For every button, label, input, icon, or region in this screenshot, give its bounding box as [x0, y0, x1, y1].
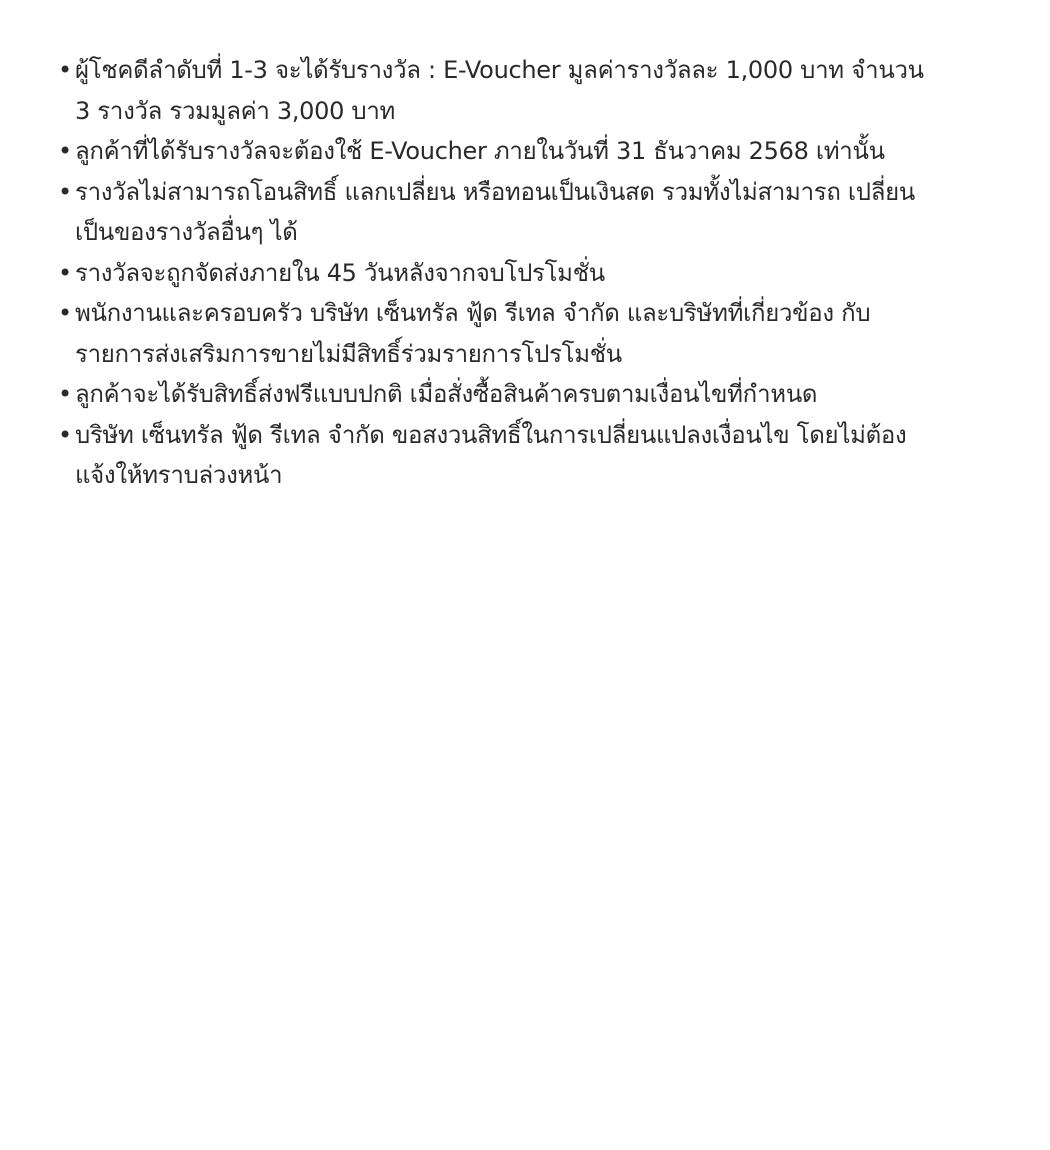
bullet-icon: •	[58, 380, 72, 408]
term-text: บริษัท เซ็นทรัล ฟู้ด รีเทล จำกัด ขอสงวนสิทธิ์ในการเปลี่ยนแปลงเงื่อนไข โดยไม่ต้องแจ้งให้ทราบล่วงหน้า	[75, 420, 907, 489]
terms-and-conditions-list	[58, 50, 938, 496]
bullet-icon: •	[58, 299, 72, 327]
bullet-icon: •	[58, 258, 72, 287]
term-text: รางวัลไม่สามารถโอนสิทธิ์ แลกเปลี่ยน หรือทอนเป็นเงินสด รวมทั้งไม่สามารถ เปลี่ยนเป็นของรางวัลอื่นๆ ได้	[75, 177, 916, 246]
term-text: ผู้โชคดีลำดับที่ 1-3 จะได้รับรางวัล : E-Voucher มูลค่ารางวัลละ 1,000 บาท จำนวน 3 รางวัล รวมมูลค่า 3,000 บาท	[75, 56, 924, 125]
bullet-icon: •	[58, 137, 72, 165]
term-item-free-shipping	[58, 374, 938, 415]
term-item-delivery-time	[58, 253, 938, 294]
term-item-prize-details	[58, 50, 938, 131]
term-text: ลูกค้าที่ได้รับรางวัลจะต้องใช้ E-Voucher ภายในวันที่ 31 ธันวาคม 2568 เท่านั้น	[75, 137, 885, 165]
term-text: รางวัลจะถูกจัดส่งภายใน 45 วันหลังจากจบโปรโมชั่น	[75, 258, 605, 287]
term-item-voucher-expiry	[58, 131, 938, 172]
term-item-non-transferable	[58, 172, 938, 253]
bullet-icon: •	[58, 177, 72, 206]
term-text: พนักงานและครอบครัว บริษัท เซ็นทรัล ฟู้ด รีเทล จำกัด และบริษัทที่เกี่ยวข้อง กับรายการส่งเสริมการขายไม่มีสิทธิ์ร่วมรายการโปรโมชั่น	[75, 299, 871, 368]
term-item-right-to-change	[58, 415, 938, 496]
bullet-icon: •	[58, 420, 72, 449]
term-text: ลูกค้าจะได้รับสิทธิ์ส่งฟรีแบบปกติ เมื่อสั่งซื้อสินค้าครบตามเงื่อนไขที่กำหนด	[75, 380, 818, 408]
bullet-icon: •	[58, 56, 72, 84]
term-item-employee-exclusion	[58, 293, 938, 374]
